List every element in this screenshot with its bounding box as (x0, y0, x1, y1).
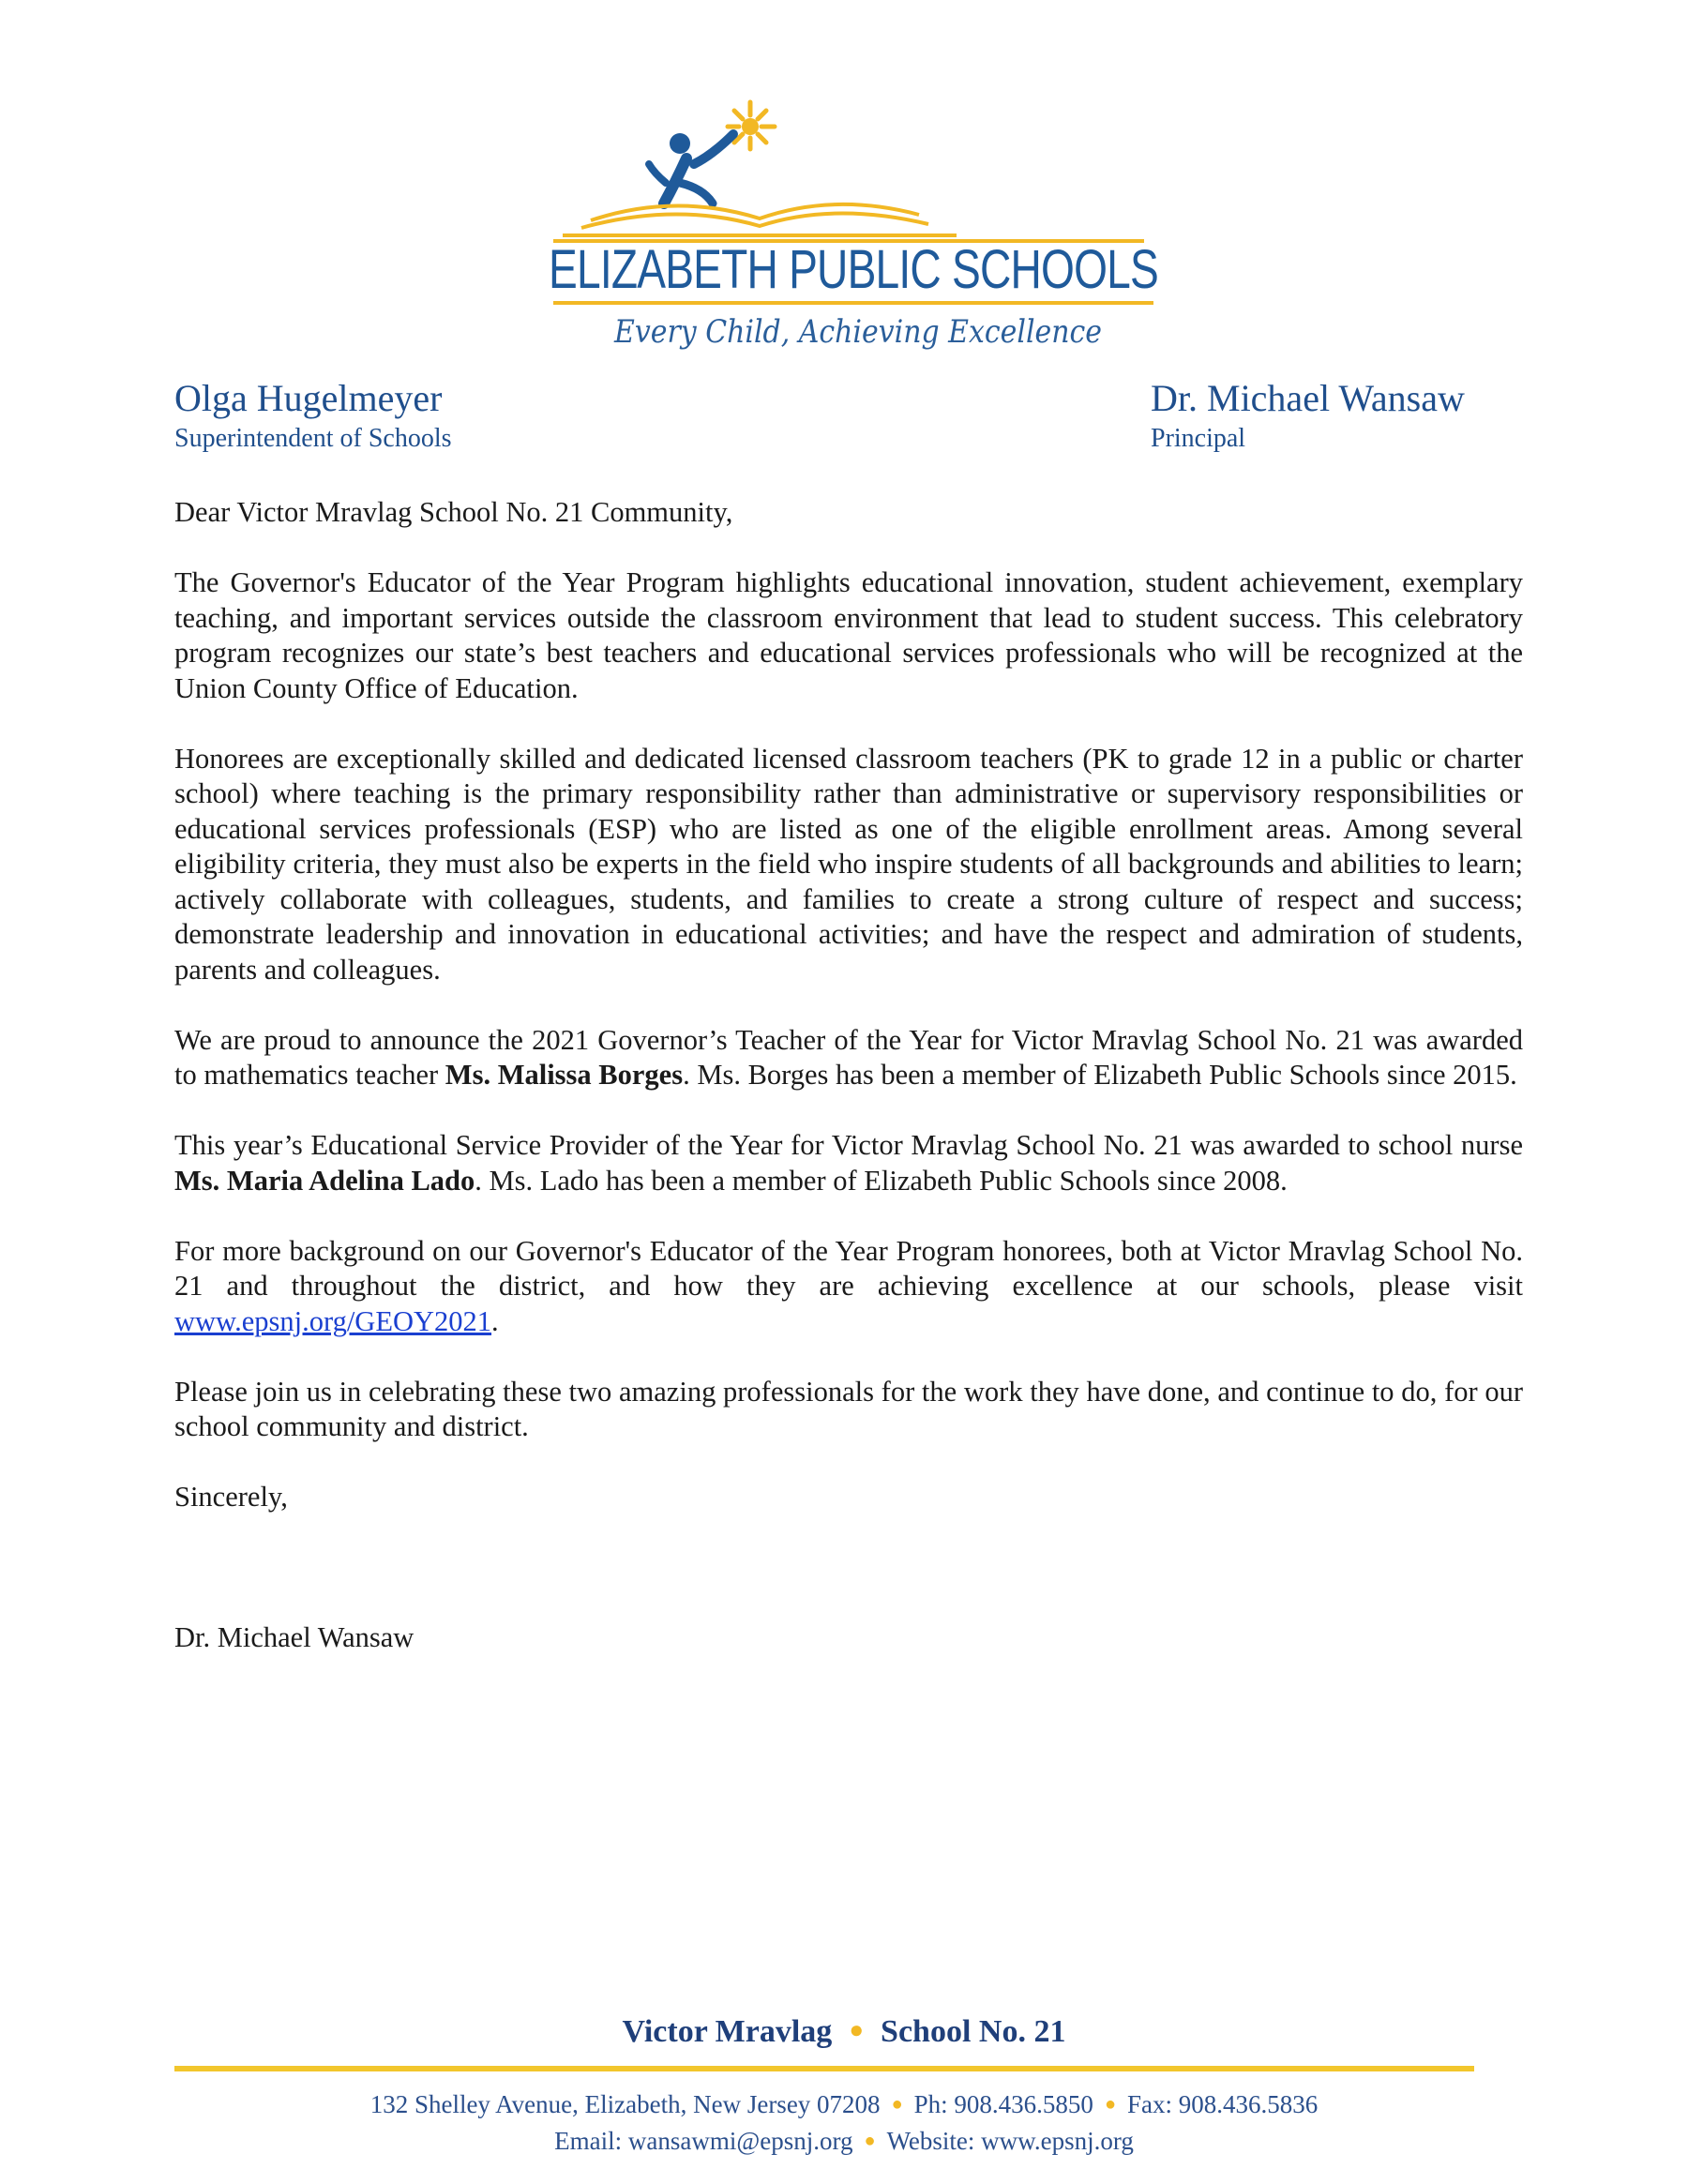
text-span: We are proud to announce the 2021 Governor’s Teacher of the Year for Victor Mravlag School No. 21 was awarded to mathematics teacher (174, 1023, 1523, 1091)
paragraph-esp-award (174, 1128, 1523, 1198)
footer-line-1 (0, 2087, 1688, 2124)
bullet-dot-icon: ● (864, 2131, 876, 2151)
footer-school-a: Victor Mravlag (622, 2014, 833, 2049)
teacher-name: Ms. Malissa Borges (445, 1059, 684, 1091)
salutation: Dear Victor Mravlag School No. 21 Community, (174, 496, 733, 528)
text-span: This year’s Educational Service Provider of the Year for Victor Mravlag School No. 21 was awarded to school nurse (174, 1129, 1523, 1161)
bullet-dot-icon: ● (1104, 2094, 1117, 2115)
text-span: . Ms. Borges has been a member of Elizabeth Public Schools since 2015. (683, 1059, 1517, 1091)
footer-rule (174, 2066, 1474, 2071)
superintendent-title: Superintendent of Schools (174, 424, 452, 453)
text-span: . Ms. Lado has been a member of Elizabeth Public Schools since 2008. (475, 1164, 1288, 1197)
closing: Sincerely, (174, 1481, 288, 1513)
paragraph-program: The Governor's Educator of the Year Program highlights educational innovation, student achievement, exemplary teaching, and important services outside the classroom environment that lead to student success. This celebratory program recognizes our state’s best teachers and educational services professionals who will be recognized at the Union County Office of Education. (174, 566, 1523, 704)
footer-email: Email: wansawmi@epsnj.org (554, 2127, 853, 2155)
footer-school-name (0, 2014, 1688, 2050)
paragraph-honorees: Honorees are exceptionally skilled and dedicated licensed classroom teachers (PK to grade 12 in a public or charter school) where teaching is the primary responsibility rather than administrative or supervisory responsibilities or educational services professionals (ESP) who are listed as one of the eligible enrollment areas. Among several eligibility criteria, they must also be experts in the field who inspire students of all backgrounds and abilities to learn; actively collaborate with colleagues, students, and families to create a strong culture of respect and success; demonstrate leadership and innovation in educational activities; and have the respect and admiration of students, parents and colleagues. (174, 742, 1523, 986)
open-book-icon (553, 204, 1144, 241)
paragraph-closing-request: Please join us in celebrating these two amazing professionals for the work they have done, and continue to do, for our school community and district. (174, 1375, 1523, 1442)
footer-fax: Fax: 908.436.5836 (1127, 2090, 1319, 2118)
superintendent-block (174, 379, 737, 454)
letter-body (174, 495, 1523, 1691)
school-logo (525, 98, 1182, 361)
footer-website: Website: www.epsnj.org (886, 2127, 1134, 2155)
paragraph-teacher-award (174, 1023, 1523, 1093)
footer-phone: Ph: 908.436.5850 (913, 2090, 1093, 2118)
bullet-dot-icon: ● (849, 2016, 865, 2043)
superintendent-name: Olga Hugelmeyer (174, 377, 443, 419)
principal-title: Principal (1151, 424, 1246, 453)
footer-line-2 (0, 2124, 1688, 2161)
text-span: . (491, 1304, 499, 1337)
star-icon (728, 102, 775, 149)
nurse-name: Ms. Maria Adelina Lado (174, 1164, 475, 1197)
footer-contact (0, 2087, 1688, 2161)
geoy-link[interactable]: www.epsnj.org/GEOY2021 (174, 1304, 492, 1337)
bullet-dot-icon: ● (891, 2094, 903, 2115)
signature-space (174, 1550, 1523, 1620)
principal-block (1151, 379, 1545, 454)
text-span: For more background on our Governor's Educator of the Year Program honorees, both at Victor Mravlag School No. 21 and throughout the district, and how they are achieving excellence at our schools, please visit (174, 1234, 1523, 1302)
principal-name: Dr. Michael Wansaw (1151, 377, 1465, 419)
reaching-child-icon (649, 133, 733, 203)
logo-wordmark: ELIZABETH PUBLIC SCHOOLS (549, 239, 1158, 300)
signature-name: Dr. Michael Wansaw (174, 1621, 414, 1653)
logo-tagline: Every Child, Achieving Excellence (613, 313, 1102, 351)
footer-school-b: School No. 21 (881, 2014, 1066, 2049)
footer-address: 132 Shelley Avenue, Elizabeth, New Jersey 07208 (369, 2090, 881, 2118)
paragraph-more-info (174, 1234, 1523, 1340)
